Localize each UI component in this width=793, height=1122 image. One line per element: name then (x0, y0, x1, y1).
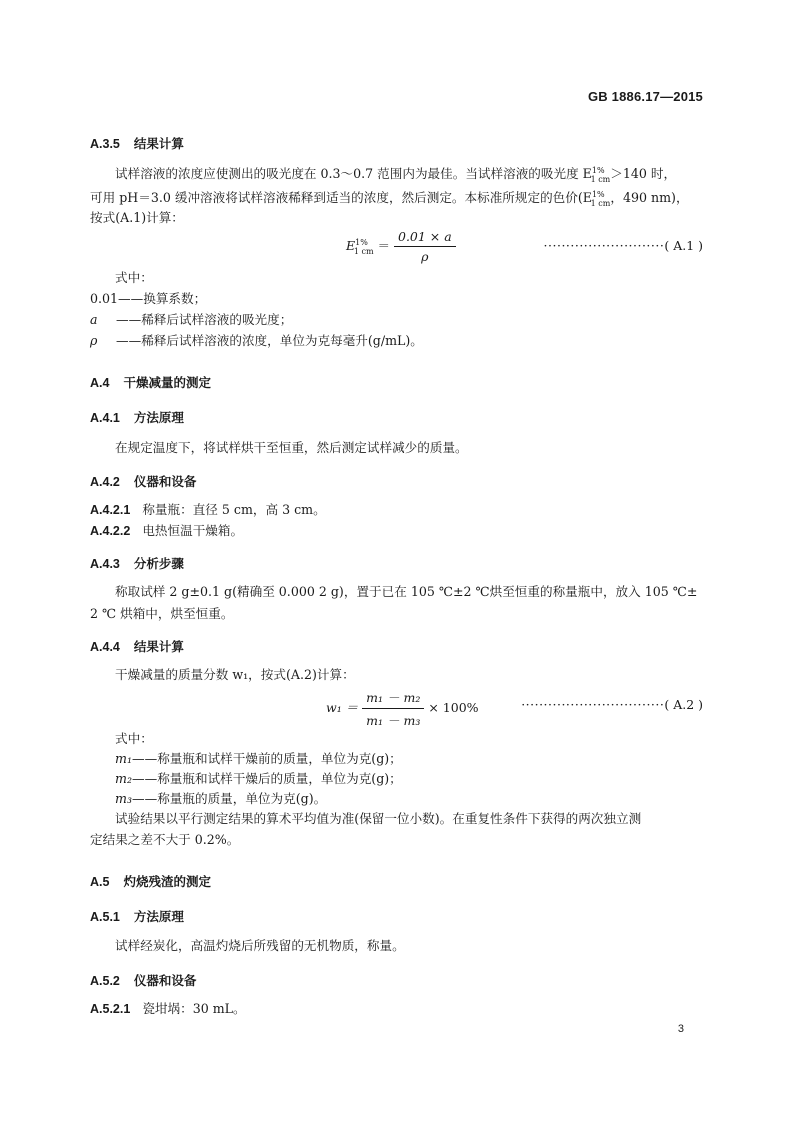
page-number: 3 (677, 1023, 684, 1035)
formula-a1: $E^{1\%}_{1 cm}$ ＝ $\frac{0.01 \times a}{\rho}$ (346, 229, 456, 264)
item-a422: A.4.2.2 电热恒温干燥箱。 (90, 523, 244, 538)
variable-a: a ——稀释后试样溶液的吸光度； (90, 312, 293, 327)
equation-label-a1: ···························( A.1 ) (543, 238, 703, 253)
variable-rho: ρ ——稀释后试样溶液的浓度，单位为克每毫升(g/mL)。 (90, 333, 423, 348)
item-a421: A.4.2.1 称量瓶：直径 5 cm，高 3 cm。 (90, 502, 326, 517)
section-heading-a35: A.3.5 结果计算 (90, 137, 184, 151)
section-heading-a52: A.5.2 仪器和设备 (90, 974, 197, 988)
paragraph-a44-result-line2: 定结果之差不大于 0.2%。 (90, 832, 240, 847)
section-heading-a51: A.5.1 方法原理 (90, 910, 184, 924)
section-heading-a4: A.4 干燥减量的测定 (90, 376, 211, 390)
variable-coefficient: 0.01——换算系数； (90, 291, 207, 306)
section-heading-a5: A.5 灼烧残渣的测定 (90, 875, 211, 889)
paragraph-a44-intro: 干燥减量的质量分数 w₁，按式(A.2)计算： (115, 667, 355, 682)
section-heading-a44: A.4.4 结果计算 (90, 640, 184, 654)
section-heading-a41: A.4.1 方法原理 (90, 411, 184, 425)
variable-m3: m₃——称量瓶的质量，单位为克(g)。 (115, 791, 327, 806)
standard-number: GB 1886.17—2015 (587, 89, 703, 104)
paragraph-a44-result-line1: 试验结果以平行测定结果的算术平均值为准(保留一位小数)。在重复性条件下获得的两次独立测 (115, 811, 642, 826)
paragraph-a35-line1: 试样溶液的浓度应使测出的吸光度在 0.3～0.7 范围内为最佳。当试样溶液的吸光度 $E^{1\%}_{1 cm}>140$ 时， (115, 166, 677, 184)
variable-m1: m₁——称量瓶和试样干燥前的质量，单位为克(g)； (115, 751, 402, 766)
paragraph-a43-line1: 称取试样 2 g±0.1 g(精确至 0.000 2 g)，置于已在 105 ℃±2 ℃烘至恒重的称量瓶中，放入 105 ℃± (115, 584, 698, 599)
paragraph-a35-line3: 按式(A.1)计算： (90, 210, 184, 225)
paragraph-a51: 试样经炭化，高温灼烧后所残留的无机物质，称量。 (115, 938, 405, 953)
variable-m2: m₂——称量瓶和试样干燥后的质量，单位为克(g)； (115, 771, 402, 786)
formula-a2: w₁ ＝ $\frac{\text{m₁ － m₂}}{\text{m₁ － m₃}}$ × 100% (326, 690, 479, 728)
section-heading-a43: A.4.3 分析步骤 (90, 557, 184, 571)
paragraph-a35-line2: 可用 pH＝3.0 缓冲溶液将试样溶液稀释到适当的浓度，然后测定。本标准所规定的色价($E^{1\%}_{1 cm}$，490 nm)， (90, 190, 689, 208)
where-label-a2: 式中： (115, 731, 153, 746)
where-label-a1: 式中： (115, 270, 153, 285)
section-heading-a42: A.4.2 仪器和设备 (90, 475, 197, 489)
item-a521: A.5.2.1 瓷坩埚：30 mL。 (90, 1001, 246, 1016)
paragraph-a41: 在规定温度下，将试样烘干至恒重，然后测定试样减少的质量。 (115, 440, 468, 455)
equation-label-a2: ································( A.2 ) (521, 697, 703, 712)
paragraph-a43-line2: 2 ℃ 烘箱中，烘至恒重。 (90, 606, 234, 621)
